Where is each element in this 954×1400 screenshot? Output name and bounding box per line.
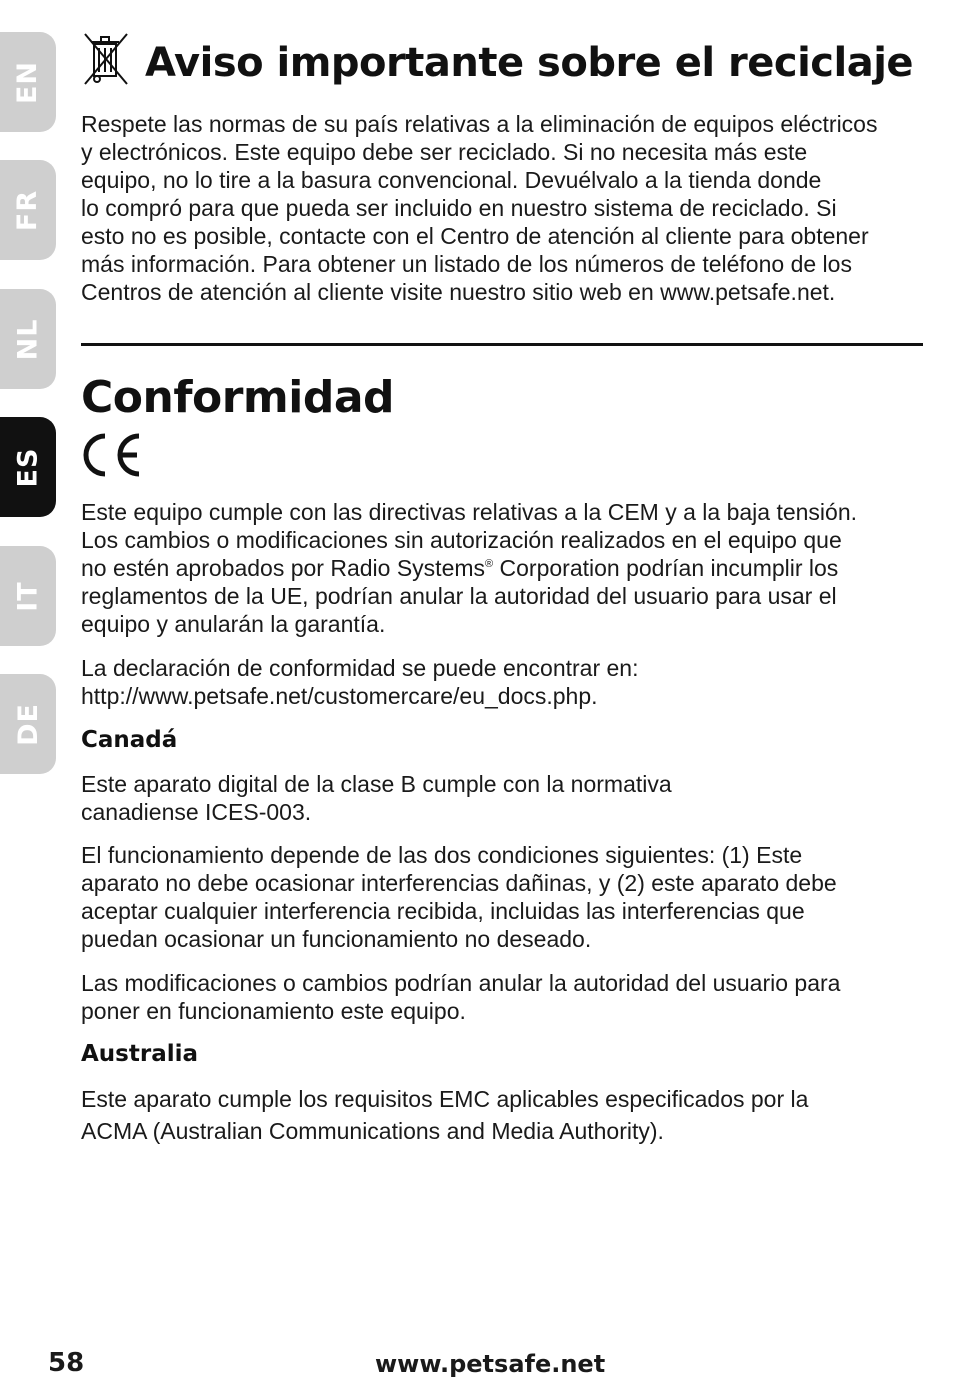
canada-heading: Canadá — [81, 727, 178, 753]
text-line: y electrónicos. Este equipo debe ser reciclado. Si no necesita más este — [81, 139, 808, 165]
australia-heading: Australia — [81, 1041, 199, 1067]
text-line: Centros de atención al cliente visite nuestro sitio web en www.petsafe.net. — [81, 279, 836, 305]
lang-tab-en[interactable] — [0, 32, 56, 132]
lang-tab-it[interactable] — [0, 546, 56, 646]
recycling-paragraph — [81, 110, 923, 306]
text-line: Respete las normas de su país relativas a la eliminación de equipos eléctricos — [81, 111, 878, 137]
text-line: más información. Para obtener un listado de los números de teléfono de los — [81, 251, 852, 277]
text-line: Los cambios o modificaciones sin autorización realizados en el equipo que — [81, 527, 842, 553]
text-segment: Corporation podrían incumplir los — [493, 555, 839, 581]
text-line: puedan ocasionar un funcionamiento no deseado. — [81, 926, 592, 952]
text-line: aparato no debe ocasionar interferencias dañinas, y (2) este aparato debe — [81, 870, 837, 896]
crossed-bin-icon — [81, 30, 131, 86]
page-number: 58 — [48, 1348, 85, 1378]
registered-mark: ® — [485, 558, 494, 570]
canada-paragraph-3 — [81, 969, 923, 1025]
lang-tab-fr[interactable] — [0, 160, 56, 260]
lang-tab-label: IT — [12, 580, 44, 612]
recycling-heading — [81, 30, 913, 86]
canada-heading-block — [81, 726, 923, 754]
text-line: reglamentos de la UE, podrían anular la autoridad del usuario para usar el — [81, 583, 837, 609]
lang-tab-label: FR — [12, 189, 44, 231]
page-footer — [0, 1348, 954, 1388]
text-line: canadiense ICES-003. — [81, 799, 312, 825]
text-line: equipo, no lo tire a la basura convencional. Devuélvalo a la tienda donde — [81, 167, 822, 193]
lang-tab-label: DE — [12, 702, 44, 746]
lang-tab-nl[interactable] — [0, 289, 56, 389]
text-line: Este equipo cumple con las directivas relativas a la CEM y a la baja tensión. — [81, 499, 858, 525]
canada-paragraph-1 — [81, 770, 923, 826]
text-line — [81, 554, 923, 582]
text-line: equipo y anularán la garantía. — [81, 611, 386, 637]
lang-tab-label: NL — [12, 318, 44, 360]
text-line: Este aparato cumple los requisitos EMC aplicables especificados por la — [81, 1086, 809, 1112]
australia-paragraph — [81, 1085, 923, 1145]
canada-paragraph-2 — [81, 841, 923, 953]
text-line: http://www.petsafe.net/customercare/eu_docs.php. — [81, 683, 598, 709]
text-line: poner en funcionamiento este equipo. — [81, 998, 466, 1024]
lang-tab-de[interactable] — [0, 674, 56, 774]
text-line: lo compró para que pueda ser incluido en nuestro sistema de reciclado. Si — [81, 195, 837, 221]
text-line: Este aparato digital de la clase B cumple con la normativa — [81, 771, 672, 797]
text-line: esto no es posible, contacte con el Centro de atención al cliente para obtener — [81, 223, 869, 249]
ce-mark-icon — [81, 432, 145, 478]
text-line: aceptar cualquier interferencia recibida, incluidas las interferencias que — [81, 898, 805, 924]
text-line: Las modificaciones o cambios podrían anular la autoridad del usuario para — [81, 970, 841, 996]
conformity-title: Conformidad — [81, 372, 395, 423]
section-divider — [81, 343, 923, 346]
lang-tab-label: ES — [12, 447, 44, 487]
lang-tab-es[interactable] — [0, 417, 56, 517]
text-line: La declaración de conformidad se puede encontrar en: — [81, 655, 639, 681]
text-segment: no estén aprobados por Radio Systems — [81, 555, 486, 581]
text-line: ACMA (Australian Communications and Media Authority). — [81, 1118, 664, 1144]
footer-url-link[interactable]: www.petsafe.net — [375, 1350, 606, 1378]
conformity-paragraph-1 — [81, 498, 923, 638]
conformity-paragraph-2 — [81, 654, 923, 710]
lang-tab-label: EN — [12, 60, 44, 104]
recycling-title: Aviso importante sobre el reciclaje — [145, 40, 914, 86]
text-line: El funcionamiento depende de las dos condiciones siguientes: (1) Este — [81, 842, 803, 868]
australia-heading-block — [81, 1040, 923, 1068]
